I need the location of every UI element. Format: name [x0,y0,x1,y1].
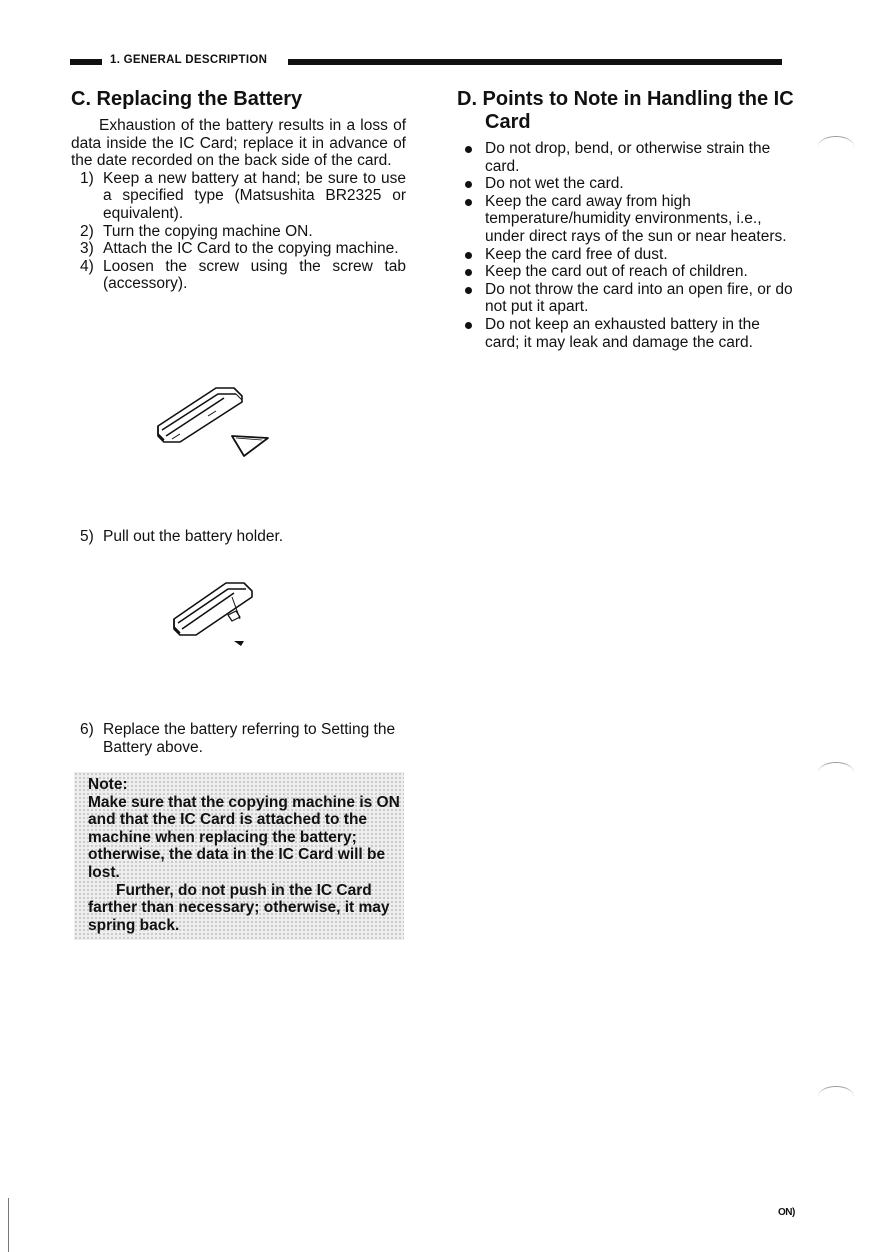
section-c [71,88,406,293]
step-item [71,258,406,293]
step-number: 1) [80,169,94,187]
step-number: 5) [80,528,94,545]
ic-card-battery-holder-illustration [168,575,268,655]
section-d-heading: D. Points to Note in Handling the IC Card [457,88,794,133]
ic-card-with-screw-tab-illustration [150,378,280,468]
page-number: ON) [778,1207,795,1218]
margin-scan-line [8,1198,9,1252]
note-box [74,772,404,940]
step-5 [71,528,406,546]
step-6 [71,721,406,756]
list-item [457,175,795,193]
list-item-text: Do not throw the card into an open fire, or do not put it apart. [485,280,793,316]
note-paragraph-2: Further, do not push in the IC Card farther than necessary; otherwise, it may spring back. [88,881,390,934]
list-item-text: Keep the card away from high temperature/humidity environments, i.e., under direct rays of the sun or near heaters. [485,192,787,245]
bullet-icon [465,199,472,206]
step-text: Replace the battery referring to Setting the Battery above. [103,721,396,756]
bullet-icon [465,322,472,329]
step-number: 3) [80,240,94,258]
step-item [71,240,406,258]
step-text: Loosen the screw using the screw tab (accessory). [103,257,406,293]
list-item [457,263,795,281]
step-number: 4) [80,257,94,275]
list-item [457,316,795,351]
step-item [71,223,406,241]
note-label: Note: [88,776,128,793]
list-item [457,140,795,175]
section-c-heading: C. Replacing the Battery [71,88,303,110]
step-number: 6) [80,721,94,738]
handling-points-list [457,140,795,351]
header-rule-right [288,59,782,65]
bullet-icon [465,181,472,188]
list-item-text: Keep the card free of dust. [485,245,668,263]
step-number: 2) [80,222,94,240]
steps-list [71,170,406,293]
list-item-text: Keep the card out of reach of children. [485,263,748,281]
list-item-text: Do not drop, bend, or otherwise strain the card. [485,140,771,175]
bullet-icon [465,146,472,153]
list-item [457,246,795,264]
bullet-icon [465,287,472,294]
bullet-icon [465,252,472,259]
list-item-text: Do not wet the card. [485,175,624,193]
scan-artifact [818,136,854,157]
scan-artifact [818,1086,854,1107]
note-paragraph-1: Make sure that the copying machine is ON and that the IC Card is attached to the machine when replacing the battery; otherwise, the data in the IC Card will be lost. [88,793,400,881]
list-item [457,281,795,316]
step-text: Pull out the battery holder. [103,528,284,545]
step-text: Turn the copying machine ON. [103,222,313,240]
list-item [457,193,795,246]
section-c-intro: Exhaustion of the battery results in a loss of data inside the IC Card; replace it in advance of the date recorded on the back side of the card. [71,117,406,170]
scan-artifact [818,762,854,783]
section-d [457,88,795,351]
step-text: Attach the IC Card to the copying machine. [103,240,399,258]
header-rule-left [70,59,102,65]
bullet-icon [465,269,472,276]
header-title: 1. GENERAL DESCRIPTION [110,54,268,66]
step-text: Keep a new battery at hand; be sure to use a specified type (Matsushita BR2325 or equivalent). [103,169,406,222]
page-header [70,54,782,70]
list-item-text: Do not keep an exhausted battery in the card; it may leak and damage the card. [485,315,760,351]
step-item [71,170,406,223]
